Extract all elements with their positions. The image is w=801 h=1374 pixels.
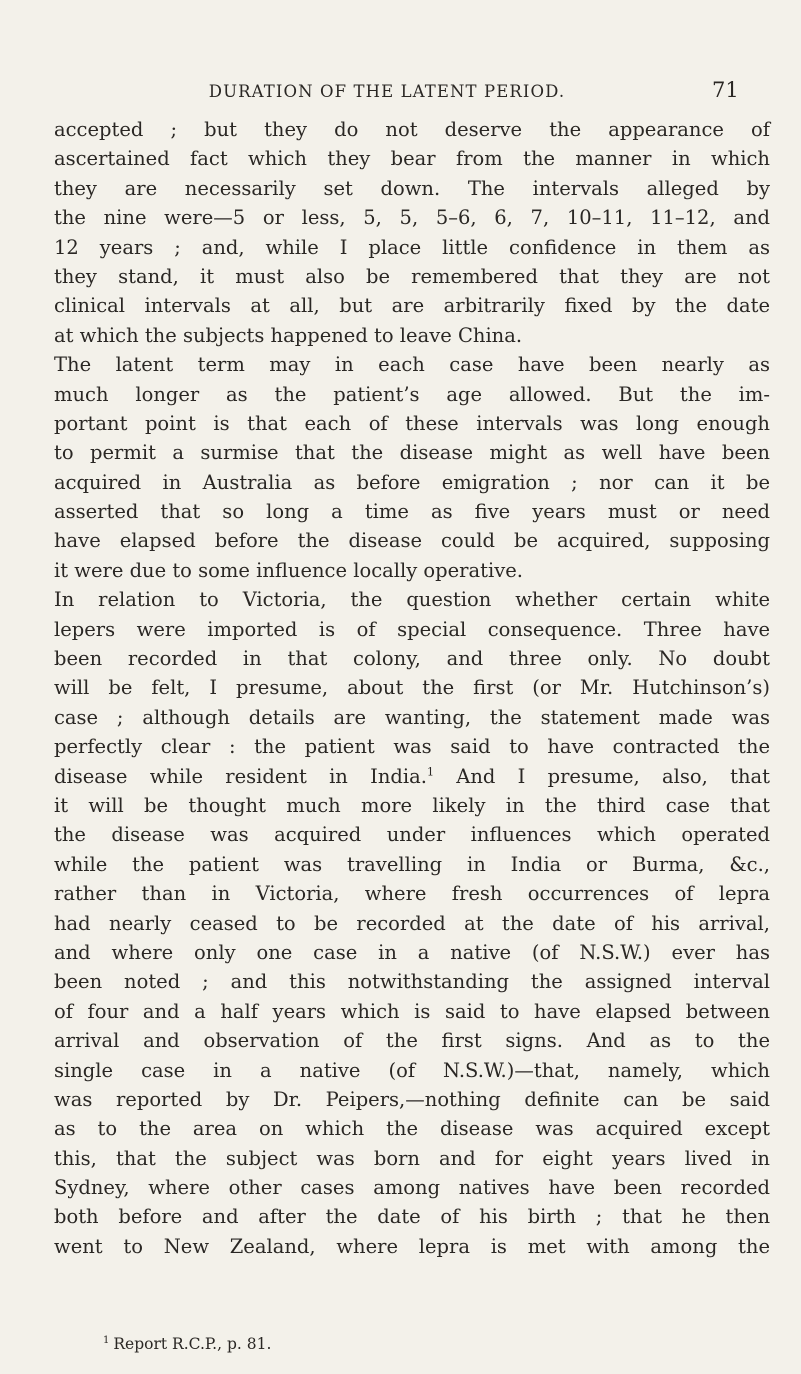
- text-line: the disease was acquired under influences which operated: [54, 823, 770, 847]
- text-fragment: And I presume, also, that: [456, 764, 770, 788]
- text-line: much longer as the patient’s age allowed. But the im-: [54, 382, 770, 406]
- text-line: single case in a native (of N.S.W.)—that, namely, which: [54, 1058, 770, 1082]
- text-line-with-footnote: [54, 762, 770, 791]
- text-line: asserted that so long a time as five years must or need: [54, 500, 770, 524]
- text-fragment: disease while resident in India.: [54, 764, 427, 788]
- text-line: have elapsed before the disease could be acquired, supposing: [54, 529, 770, 553]
- text-line: was reported by Dr. Peipers,—nothing definite can be said: [54, 1087, 770, 1111]
- text-line: at which the subjects happened to leave China.: [54, 323, 523, 347]
- text-line: clinical intervals at all, but are arbitrarily fixed by the date: [54, 294, 770, 318]
- text-line: will be felt, I presume, about the first (or Mr. Hutchinson’s): [54, 676, 770, 700]
- footnote-text: Report R.C.P., p. 81.: [113, 1335, 272, 1354]
- text-line: In relation to Victoria, the question whether certain white: [54, 588, 770, 612]
- text-line: accepted ; but they do not deserve the appearance of: [54, 118, 770, 141]
- text-line: acquired in Australia as before emigration ; nor can it be: [54, 470, 770, 494]
- text-line: been recorded in that colony, and three only. No doubt: [54, 647, 770, 671]
- text-line: 12 years ; and, while I place little confidence in them as: [54, 235, 770, 259]
- text-line: the nine were—5 or less, 5, 5, 5–6, 6, 7, 10–11, 11–12, and: [54, 206, 770, 230]
- text-line: while the patient was travelling in India or Burma, &c.,: [54, 852, 770, 876]
- text-line: been noted ; and this notwithstanding the assigned interval: [54, 970, 770, 994]
- text-line: to permit a surmise that the disease might as well have been: [54, 441, 770, 465]
- body-text: [54, 115, 770, 1261]
- text-line: lepers were imported is of special consequence. Three have: [54, 617, 770, 641]
- text-line: both before and after the date of his birth ; that he then: [54, 1205, 770, 1229]
- text-line: and where only one case in a native (of N.S.W.) ever has: [54, 940, 770, 964]
- text-line: of four and a half years which is said to have elapsed between: [54, 999, 770, 1023]
- running-head: DURATION OF THE LATENT PERIOD.: [208, 82, 566, 101]
- text-line: case ; although details are wanting, the statement made was: [54, 705, 770, 729]
- text-line: it will be thought much more likely in the third case that: [54, 793, 770, 817]
- text-line: they stand, it must also be remembered that they are not: [54, 264, 770, 288]
- text-line: as to the area on which the disease was acquired except: [54, 1117, 770, 1141]
- text-line: arrival and observation of the first signs. And as to the: [54, 1029, 770, 1053]
- text-line: The latent term may in each case have been nearly as: [54, 353, 770, 377]
- page-number: 71: [712, 78, 739, 102]
- text-line: perfectly clear : the patient was said to have contracted the: [54, 735, 770, 759]
- text-line: it were due to some influence locally operative.: [54, 558, 523, 582]
- footnote-marker: 1: [103, 1335, 110, 1346]
- text-line: Sydney, where other cases among natives have been recorded: [54, 1176, 770, 1200]
- text-line: they are necessarily set down. The intervals alleged by: [54, 176, 770, 200]
- footnote: [103, 1335, 271, 1353]
- text-line: rather than in Victoria, where fresh occurrences of lepra: [54, 882, 770, 906]
- footnote-reference[interactable]: 1: [426, 765, 434, 779]
- text-line: went to New Zealand, where lepra is met with among the: [54, 1234, 770, 1258]
- text-line: portant point is that each of these intervals was long enough: [54, 411, 770, 435]
- text-line: ascertained fact which they bear from the manner in which: [54, 147, 770, 171]
- text-line: this, that the subject was born and for eight years lived in: [54, 1146, 770, 1170]
- text-line: had nearly ceased to be recorded at the date of his arrival,: [54, 911, 770, 935]
